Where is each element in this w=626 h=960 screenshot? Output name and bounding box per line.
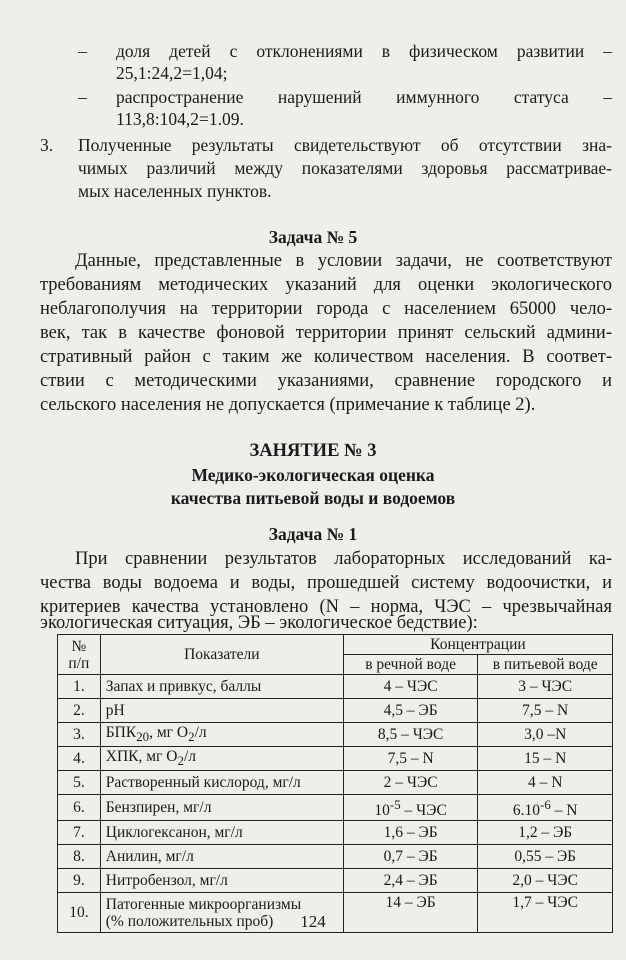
table-header-concentration: Концентрации	[343, 635, 612, 655]
paragraph-line: критериев качества установлено (N – норма, ЧЭС – чрезвычайная	[40, 597, 612, 617]
table-row	[58, 747, 613, 771]
row-river-value: 4,5 – ЭБ	[343, 699, 478, 723]
row-indicator: Запах и привкус, баллы	[100, 675, 343, 699]
table-header-river: в речной воде	[343, 655, 478, 675]
indicator-text: , мг O	[149, 724, 189, 741]
table-row	[58, 845, 613, 869]
list-item-text: распространение нарушений иммунного статуса –	[116, 87, 612, 107]
paragraph-line: чества воды водоема и воды, прошедшей систему водоочистки, и	[40, 573, 612, 593]
row-indicator: Бензпирен, мг/л	[100, 795, 343, 821]
row-number: 6.	[58, 795, 101, 821]
row-river-value: 7,5 – N	[343, 747, 478, 771]
table-row	[58, 795, 613, 821]
value-text: 6.10	[512, 802, 541, 820]
paragraph-line: неблагополучия на территории города с населением 65000 чело-	[40, 299, 612, 319]
paragraph-line: экологическая ситуация, ЭБ – экологическое бедствие):	[40, 613, 478, 633]
section-title: Задача № 1	[268, 524, 358, 544]
header-number-label: №	[71, 637, 87, 655]
paragraph-line: чимых различий между показателями здоровья рассматривае-	[78, 158, 612, 178]
row-indicator	[100, 747, 343, 771]
lesson-title: ЗАНЯТИЕ № 3	[249, 441, 377, 461]
table-row	[58, 821, 613, 845]
section-title: Задача № 5	[268, 227, 358, 247]
row-indicator: Анилин, мг/л	[100, 845, 343, 869]
list-item-text: 113,8:104,2=1.09.	[116, 109, 244, 129]
value-text: – N	[550, 802, 578, 820]
paragraph-line: Полученные результаты свидетельствуют об отсутствии зна-	[78, 135, 612, 155]
lesson-subtitle: качества питьевой воды и водоемов	[170, 488, 456, 508]
row-river-value: 0,7 – ЭБ	[343, 845, 478, 869]
paragraph-line: При сравнении результатов лабораторных исследований ка-	[75, 549, 612, 569]
row-number: 1.	[58, 675, 101, 699]
value-superscript: -5	[389, 797, 401, 813]
row-drinking-value: 7,5 – N	[478, 699, 613, 723]
row-indicator: Циклогексанон, мг/л	[100, 821, 343, 845]
indicator-text: (% положительных проб)	[105, 912, 274, 930]
row-drinking-value: 15 – N	[478, 747, 613, 771]
row-number: 2.	[58, 699, 101, 723]
paragraph-line: ствии с методическими указаниями, сравнение городского и	[40, 371, 612, 391]
row-drinking-value: 1,2 – ЭБ	[478, 821, 613, 845]
table-header-indicator: Показатели	[100, 635, 343, 675]
header-number-label: п/п	[68, 654, 90, 672]
list-number: 3.	[40, 135, 54, 155]
row-number: 5.	[58, 771, 101, 795]
row-number: 3.	[58, 723, 101, 747]
row-drinking-value: 3 – ЧЭС	[478, 675, 613, 699]
table-row	[58, 723, 613, 747]
list-item-text: 25,1:24,2=1,04;	[116, 63, 228, 83]
table-row	[58, 771, 613, 795]
lesson-subtitle: Медико-экологическая оценка	[191, 465, 435, 485]
indicator-text: /л	[194, 724, 207, 741]
row-indicator	[100, 723, 343, 747]
row-indicator: pH	[100, 699, 343, 723]
concentration-table	[57, 634, 613, 933]
row-number: 10.	[58, 893, 101, 933]
indicator-subscript: 2	[177, 753, 184, 769]
row-drinking-value: 3,0 –N	[478, 723, 613, 747]
paragraph-line: требованиям методических указаний для оценки экологического	[40, 275, 612, 295]
table-row	[58, 869, 613, 893]
row-indicator: Нитробензол, мг/л	[100, 869, 343, 893]
table-row	[58, 699, 613, 723]
row-number: 9.	[58, 869, 101, 893]
row-number: 4.	[58, 747, 101, 771]
row-river-value: 4 – ЧЭС	[343, 675, 478, 699]
indicator-text: ХПК, мг O	[105, 748, 178, 766]
table-header-number	[58, 635, 101, 675]
paragraph-line: сельского населения не допускается (примечание к таблице 2).	[40, 395, 536, 415]
row-indicator: Растворенный кислород, мг/л	[100, 771, 343, 795]
list-dash: –	[78, 41, 87, 61]
row-river-value	[343, 795, 478, 821]
row-drinking-value: 0,55 – ЭБ	[478, 845, 613, 869]
indicator-text: /л	[183, 748, 196, 766]
table-row	[58, 675, 613, 699]
list-item-text: доля детей с отклонениями в физическом развитии –	[116, 41, 612, 61]
bleed-through-text	[40, 70, 44, 90]
row-drinking-value: 2,0 – ЧЭС	[478, 869, 613, 893]
row-drinking-value	[478, 795, 613, 821]
indicator-text: Патогенные микроорганизмы	[105, 895, 302, 913]
value-text: – ЧЭС	[400, 802, 447, 820]
paragraph-line: стративный район с таким же количеством населения. В соответ-	[40, 347, 612, 367]
indicator-text: БПК	[105, 724, 137, 741]
indicator-subscript: 20	[136, 729, 150, 745]
row-river-value: 14 – ЭБ	[343, 893, 478, 933]
row-number: 8.	[58, 845, 101, 869]
table-header-drinking: в питьевой воде	[478, 655, 613, 675]
row-drinking-value: 4 – N	[478, 771, 613, 795]
row-river-value: 2,4 – ЭБ	[343, 869, 478, 893]
indicator-subscript: 2	[188, 729, 195, 745]
row-drinking-value: 1,7 – ЧЭС	[478, 893, 613, 933]
value-text: 10	[374, 802, 390, 820]
paragraph-line: Данные, представленные в условии задачи, не соответствуют	[75, 251, 612, 271]
list-dash: –	[78, 87, 87, 107]
paragraph-line: век, так в качестве фоновой территории принят сельский админи-	[40, 323, 612, 343]
page-number: 124	[300, 912, 326, 931]
row-river-value: 1,6 – ЭБ	[343, 821, 478, 845]
row-river-value: 8,5 – ЧЭС	[343, 723, 478, 747]
row-number: 7.	[58, 821, 101, 845]
value-superscript: -6	[540, 797, 551, 813]
row-river-value: 2 – ЧЭС	[343, 771, 478, 795]
paragraph-line: мых населенных пунктов.	[78, 181, 272, 201]
